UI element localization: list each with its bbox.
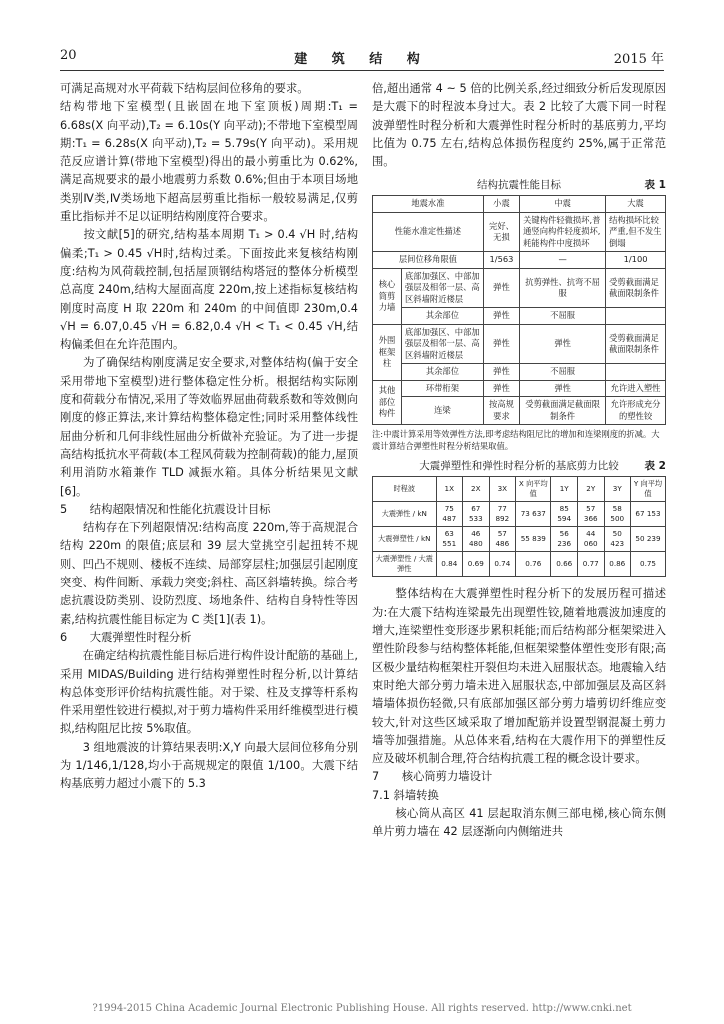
section-heading: 5 结构超限情况和性能化抗震设计目标	[60, 502, 271, 516]
copyright-footer: ?1994-2015 China Academic Journal Electronic Publishing House. All rights reserved. http://www.cnki.net	[92, 1003, 632, 1014]
table-row	[373, 324, 666, 364]
table-header: 小震	[483, 196, 519, 213]
table-number: 表 1	[644, 179, 666, 192]
table-cell: 0.84	[436, 552, 463, 577]
table-cell: —	[520, 252, 606, 269]
section-heading: 6 大震弹塑性时程分析	[60, 630, 192, 644]
left-column	[60, 80, 358, 794]
paragraph: 倍,超出通常 4 ~ 5 倍的比例关系,经过细致分析后发现原因是大震下的时程波本身过大。表 2 比较了大震下同一时程波弹塑性时程分析和大震弹性时程分析时的基底剪力,平均比值为 0.75 左右,结构总体损伤程度约 25%,属于正常范围。	[372, 82, 666, 169]
paragraph: 按文献[5]的研究,结构基本周期 T₁ > 0.4 √H 时,结构偏柔;T₁ > 0.45 √H时,结构过柔。下面按此来复核结构刚度:结构为风荷载控制,包括屋顶钢结构塔冠的整体分析模型总高度 240m,结构大屋面高度 220m,按上述指标复核结构刚度时高度 H 取 220m 和 240m 的中间值即 230m,0.4 √H = 6.07,0.45 √H = 6.82,0.4 √H < T₁ < 0.45 √H,结构偏柔但在允许范围内。	[60, 228, 358, 352]
table-cell: 0.76	[516, 552, 551, 577]
table-cell: 弹性	[483, 364, 519, 381]
table-row	[373, 364, 666, 381]
table-header: 大震	[606, 196, 666, 213]
table-cell: 弹性	[520, 380, 606, 397]
table-cell: 0.77	[577, 552, 604, 577]
table-cell: 56 236	[551, 527, 578, 552]
table-cell: 0.75	[631, 552, 666, 577]
page-header	[60, 48, 664, 68]
table-header: 1X	[436, 477, 463, 502]
table-row	[373, 397, 666, 425]
table-row	[373, 477, 666, 502]
table-cell: 50 423	[604, 527, 631, 552]
table-title: 大震弹塑性和弹性时程分析的基底剪力比较	[419, 460, 619, 473]
table-cell: 大震弹性 / kN	[373, 502, 437, 527]
table-cell: 46 480	[463, 527, 490, 552]
table-row	[373, 527, 666, 552]
table-cell: 弹性	[520, 324, 606, 364]
table-cell: 55 839	[516, 527, 551, 552]
table-cell: 85 594	[551, 502, 578, 527]
table-cell: 结构损坏比较严重,但不发生倒塌	[606, 212, 666, 252]
table-cell: 环带桁架	[402, 380, 484, 397]
table-cell: 弹性	[483, 380, 519, 397]
subsection-heading: 7.1 斜墙转换	[372, 788, 439, 802]
table-cell: 1/563	[483, 252, 519, 269]
table-cell: 关键构件轻微损坏,普通竖向构件轻度损坏,耗能构件中度损坏	[520, 212, 606, 252]
base-shear-table	[372, 476, 666, 577]
table-header: X 向平均值	[516, 477, 551, 502]
table-header: 2X	[463, 477, 490, 502]
table-row	[373, 252, 666, 269]
paragraph: 在确定结构抗震性能目标后进行构件设计配筋的基础上,采用 MIDAS/Building 进行结构弹塑性时程分析,以计算结构总体变形评价结构抗震性能。对于梁、柱及支撑等杆系构件采用塑性铰进行模拟,对于剪力墙构件采用纤维模型进行模拟,结构阻尼比按 5%取值。	[60, 649, 358, 736]
table-row	[373, 196, 666, 213]
table-cell: 73 637	[516, 502, 551, 527]
table-number: 表 2	[644, 460, 666, 473]
table-cell: 0.69	[463, 552, 490, 577]
table-cell: 受剪截面满足截面限制条件	[606, 324, 666, 364]
table-cell: 0.74	[489, 552, 516, 577]
journal-year: 2015 年	[613, 52, 664, 67]
table-cell: 性能水准定性描述	[373, 212, 484, 252]
page-number: 20	[60, 48, 77, 63]
table-cell: 核心筒剪力墙	[373, 268, 402, 324]
header-rule	[60, 70, 664, 71]
performance-target-table	[372, 195, 666, 425]
table-cell: 大震弹塑性 / 大震弹性	[373, 552, 437, 577]
table-cell: 连梁	[402, 397, 484, 425]
table-cell: 受剪截面满足截面限制条件	[606, 268, 666, 308]
table-cell: 受剪截面满足截面限制条件	[520, 397, 606, 425]
table-cell: 按高规要求	[483, 397, 519, 425]
table-cell: 弹性	[483, 324, 519, 364]
table-cell: 58 500	[604, 502, 631, 527]
table-row	[373, 552, 666, 577]
table-cell: 底部加强区、中部加强层及相邻一层、高区斜墙附近楼层	[402, 324, 484, 364]
table-cell: 67 533	[463, 502, 490, 527]
table-cell: 57 486	[489, 527, 516, 552]
table-title: 结构抗震性能目标	[477, 179, 561, 192]
table-cell: 其余部位	[402, 308, 484, 325]
table-header: 时程波	[373, 477, 437, 502]
table-cell: 允许进入塑性	[606, 380, 666, 397]
paragraph: 结构存在下列超限情况:结构高度 220m,等于高规混合结构 220m 的限值;底层和 39 层大堂挑空引起扭转不规则、凹凸不规则、楼板不连续、局部穿层柱;加强层引起刚度突变、构件间断、承载力突变;斜柱、高区斜墙转换。综合考虑抗震设防类别、设防烈度、场地条件、结构自身特性等因素,结构抗震性能目标定为 C 类[1](表 1)。	[60, 521, 358, 626]
table-row	[373, 380, 666, 397]
table-row	[373, 502, 666, 527]
table-cell: 57 366	[577, 502, 604, 527]
section-heading: 7 核心筒剪力墙设计	[372, 770, 493, 784]
table-cell: 0.66	[551, 552, 578, 577]
table-cell: 完好、无损	[483, 212, 519, 252]
table-row	[373, 212, 666, 252]
paragraph: 可满足高规对水平荷载下结构层间位移角的要求。	[60, 82, 309, 95]
table-row	[373, 268, 666, 308]
table-row	[373, 308, 666, 325]
table-caption	[372, 458, 666, 473]
table-cell: 其余部位	[402, 364, 484, 381]
table-header: Y 向平均值	[631, 477, 666, 502]
table-header: 1Y	[551, 477, 578, 502]
table-cell: 允许形成充分的塑性铰	[606, 397, 666, 425]
table-header: 2Y	[577, 477, 604, 502]
table-cell	[606, 364, 666, 381]
table-cell: 弹性	[483, 268, 519, 308]
table-cell: 底部加强区、中部加强层及相邻一层、高区斜墙附近楼层	[402, 268, 484, 308]
table-cell: 抗剪弹性、抗弯不屈服	[520, 268, 606, 308]
table-cell: 1/100	[606, 252, 666, 269]
paragraph: 为了确保结构刚度满足安全要求,对整体结构(偏于安全采用带地下室模型)进行整体稳定性分析。根据结构实际刚度和荷载分布情况,采用了等效临界屈曲荷载系数和等效侧向刚度的修正算法,来计算结构整体稳定性;同时采用整体线性屈曲分析和几何非线性屈曲分析做补充验证。为了进一步提高结构抵抗水平荷载(本工程风荷载为控制荷载)的能力,屋顶利用消防水箱兼作 TLD 减振水箱。具体分析结果见文献[6]。	[60, 356, 358, 498]
table-cell: 弹性	[483, 308, 519, 325]
table-cell: 不屈服	[520, 364, 606, 381]
table-cell: 0.86	[604, 552, 631, 577]
table-note: 注:中震计算采用等效弹性方法,即考虑结构阻尼比的增加和连梁刚度的折减。大震计算结合弹塑性时程分析结果取值。	[372, 429, 660, 452]
table-cell: 外围框架柱	[373, 324, 402, 380]
table-cell: 大震弹塑性 / kN	[373, 527, 437, 552]
table-header: 3Y	[604, 477, 631, 502]
paragraph: 整体结构在大震弹塑性时程分析下的发展历程可描述为:在大震下结构连梁最先出现塑性铰,随着地震波加速度的增大,连梁塑性变形逐步累积耗能;而后结构部分框架梁进入塑性阶段参与结构整体耗能,但框架梁整体塑性变形有限;高区极少量结构框架柱开裂但均未进入屈服状态。地震输入结束时绝大部分剪力墙未进入屈服状态,中部加强层及高区斜墙墙体损伤轻微,只有底部加强区部分剪力墙剪切纤维应变较大,针对这些区域采取了增加配筋并设置型钢混凝土剪力墙等加强措施。从总体来看,结构在大震作用下的弹塑性反应及破坏机制合理,符合结构抗震工程的概念设计要求。	[372, 587, 666, 766]
table-cell: 77 892	[489, 502, 516, 527]
table-header: 中震	[520, 196, 606, 213]
journal-title: 建 筑 结 构	[294, 52, 430, 67]
table-cell: 75 487	[436, 502, 463, 527]
paragraph: 3 组地震波的计算结果表明:X,Y 向最大层间位移角分别为 1/146,1/128,均小于高规规定的限值 1/100。大震下结构基底剪力超过小震下的 5.3	[60, 740, 358, 791]
paragraph: 结构带地下室模型(且嵌固在地下室顶板)周期:T₁ = 6.68s(X 向平动),T₂ = 6.10s(Y 向平动);不带地下室模型周期:T₁ = 6.28s(X 向平动),T₂ = 5.79s(Y 向平动)。采用规范反应谱计算(带地下室模型)得出的最小剪重比为 0.62%,满足高规要求的最小地震剪力系数 0.6%;但由于本项目场地类别Ⅳ类,Ⅳ类场地下超高层剪重比指标一般较易满足,仅剪重比指标并不足以证明结构刚度符合要求。	[60, 100, 358, 224]
table-cell: 50 239	[631, 527, 666, 552]
table-cell: 层间位移角限值	[373, 252, 484, 269]
table-caption	[372, 177, 666, 192]
paragraph: 核心筒从高区 41 层起取消东侧三部电梯,核心筒东侧单片剪力墙在 42 层逐渐向内侧缩进共	[372, 807, 666, 839]
table-header: 地震水准	[373, 196, 484, 213]
table-cell: 67 153	[631, 502, 666, 527]
table-cell: 63 551	[436, 527, 463, 552]
table-cell: 不屈服	[520, 308, 606, 325]
right-column	[372, 80, 666, 842]
table-cell	[606, 308, 666, 325]
table-cell: 44 060	[577, 527, 604, 552]
table-cell: 其他部位构件	[373, 380, 402, 425]
table-header: 3X	[489, 477, 516, 502]
